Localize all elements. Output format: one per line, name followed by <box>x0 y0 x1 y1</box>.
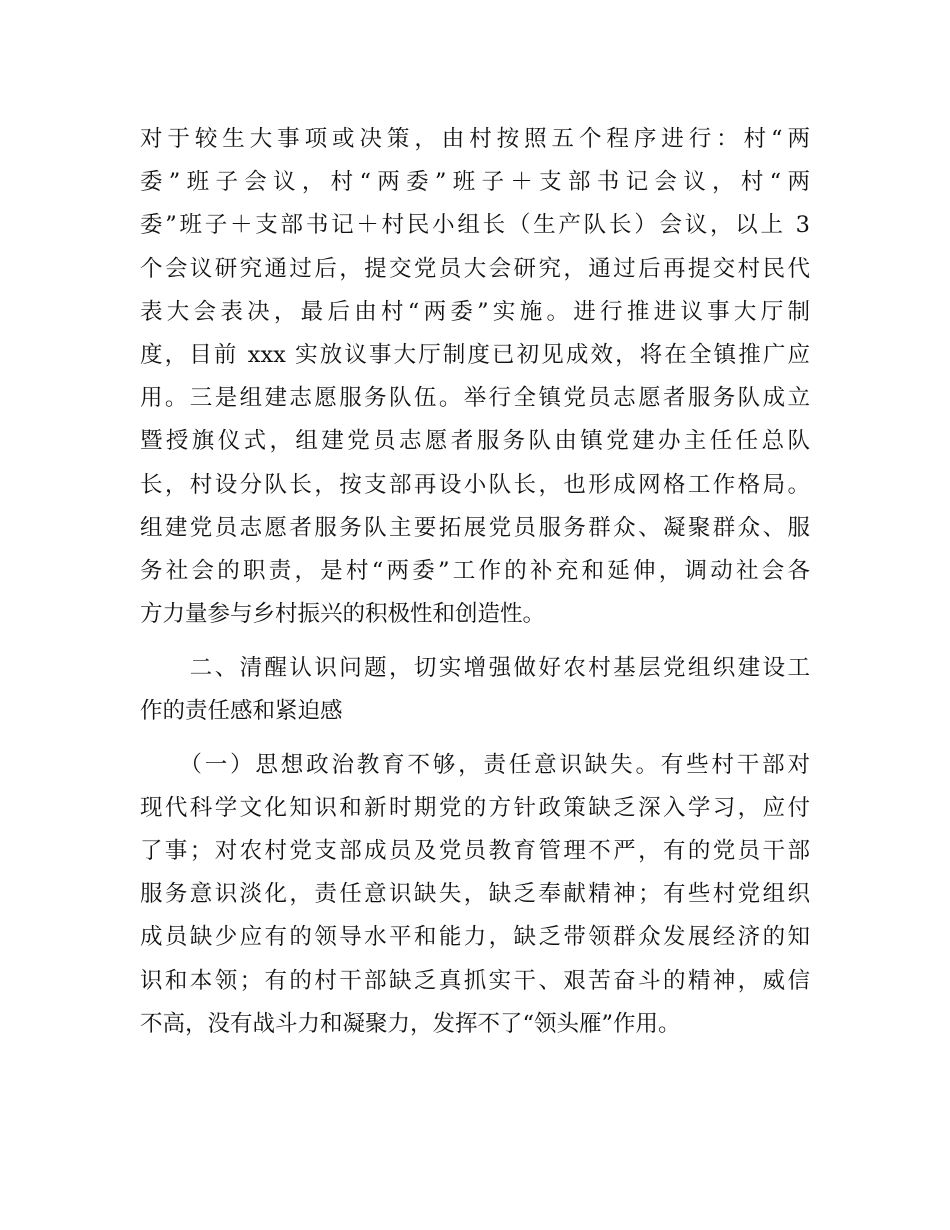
text-line: 了事；对农村党支部成员及党员教育管理不严，有的党员干部 <box>140 838 810 864</box>
paragraph-3 <box>140 744 810 1046</box>
text-line: 长，村设分队长，按支部再设小队长，也形成网格工作格局。 <box>140 471 810 498</box>
paragraph-1 <box>140 118 810 636</box>
text-line: 方力量参与乡村振兴的积极性和创造性。 <box>140 601 546 628</box>
text-line: 组建党员志愿者服务队主要拓展党员服务群众、凝聚群众、服 <box>140 514 810 541</box>
text-line: 个会议研究通过后，提交党员大会研究，通过后再提交村民代 <box>140 255 810 282</box>
text-line: 服务意识淡化，责任意识缺失，缺乏奉献精神；有些村党组织 <box>140 881 810 908</box>
text-line: 表大会表决，最后由村“两委”实施。进行推进议事大厅制 <box>140 298 810 325</box>
text-line: 委”班子会议，村“两委”班子＋支部书记会议，村“两 <box>140 169 810 196</box>
text-line: 识和本领；有的村干部缺乏真抓实干、艰苦奋斗的精神，威信 <box>140 967 810 994</box>
text-line: 用。三是组建志愿服务队伍。举行全镇党员志愿者服务队成立 <box>140 385 810 412</box>
paragraph-gap <box>140 733 810 744</box>
text-line: 不高，没有战斗力和凝聚力，发挥不了“领头雁”作用。 <box>140 1010 681 1037</box>
document-page <box>140 118 810 1046</box>
text-line: 度，目前 xxx 实放议事大厅制度已初见成效，将在全镇推广应 <box>140 341 810 368</box>
paragraph-gap <box>140 636 810 647</box>
text-line: 作的责任感和紧迫感 <box>140 697 343 724</box>
text-line: 现代科学文化知识和新时期党的方针政策缺乏深入学习，应付 <box>140 794 810 821</box>
text-line: 委”班子＋支部书记＋村民小组长（生产队长）会议，以上 3 <box>140 212 810 239</box>
text-line: 对于较生大事项或决策，由村按照五个程序进行：村“两 <box>140 126 810 152</box>
section-heading <box>140 647 810 733</box>
text-line: 务社会的职责，是村“两委”工作的补充和延伸，调动社会各 <box>140 557 810 584</box>
text-line: （一）思想政治教育不够，责任意识缺失。有些村干部对 <box>140 751 810 778</box>
text-line: 暨授旗仪式，组建党员志愿者服务队由镇党建办主任任总队 <box>140 428 810 455</box>
text-line: 二、清醒认识问题，切实增强做好农村基层党组织建设工 <box>140 654 810 681</box>
text-line: 成员缺少应有的领导水平和能力，缺乏带领群众发展经济的知 <box>140 924 810 951</box>
